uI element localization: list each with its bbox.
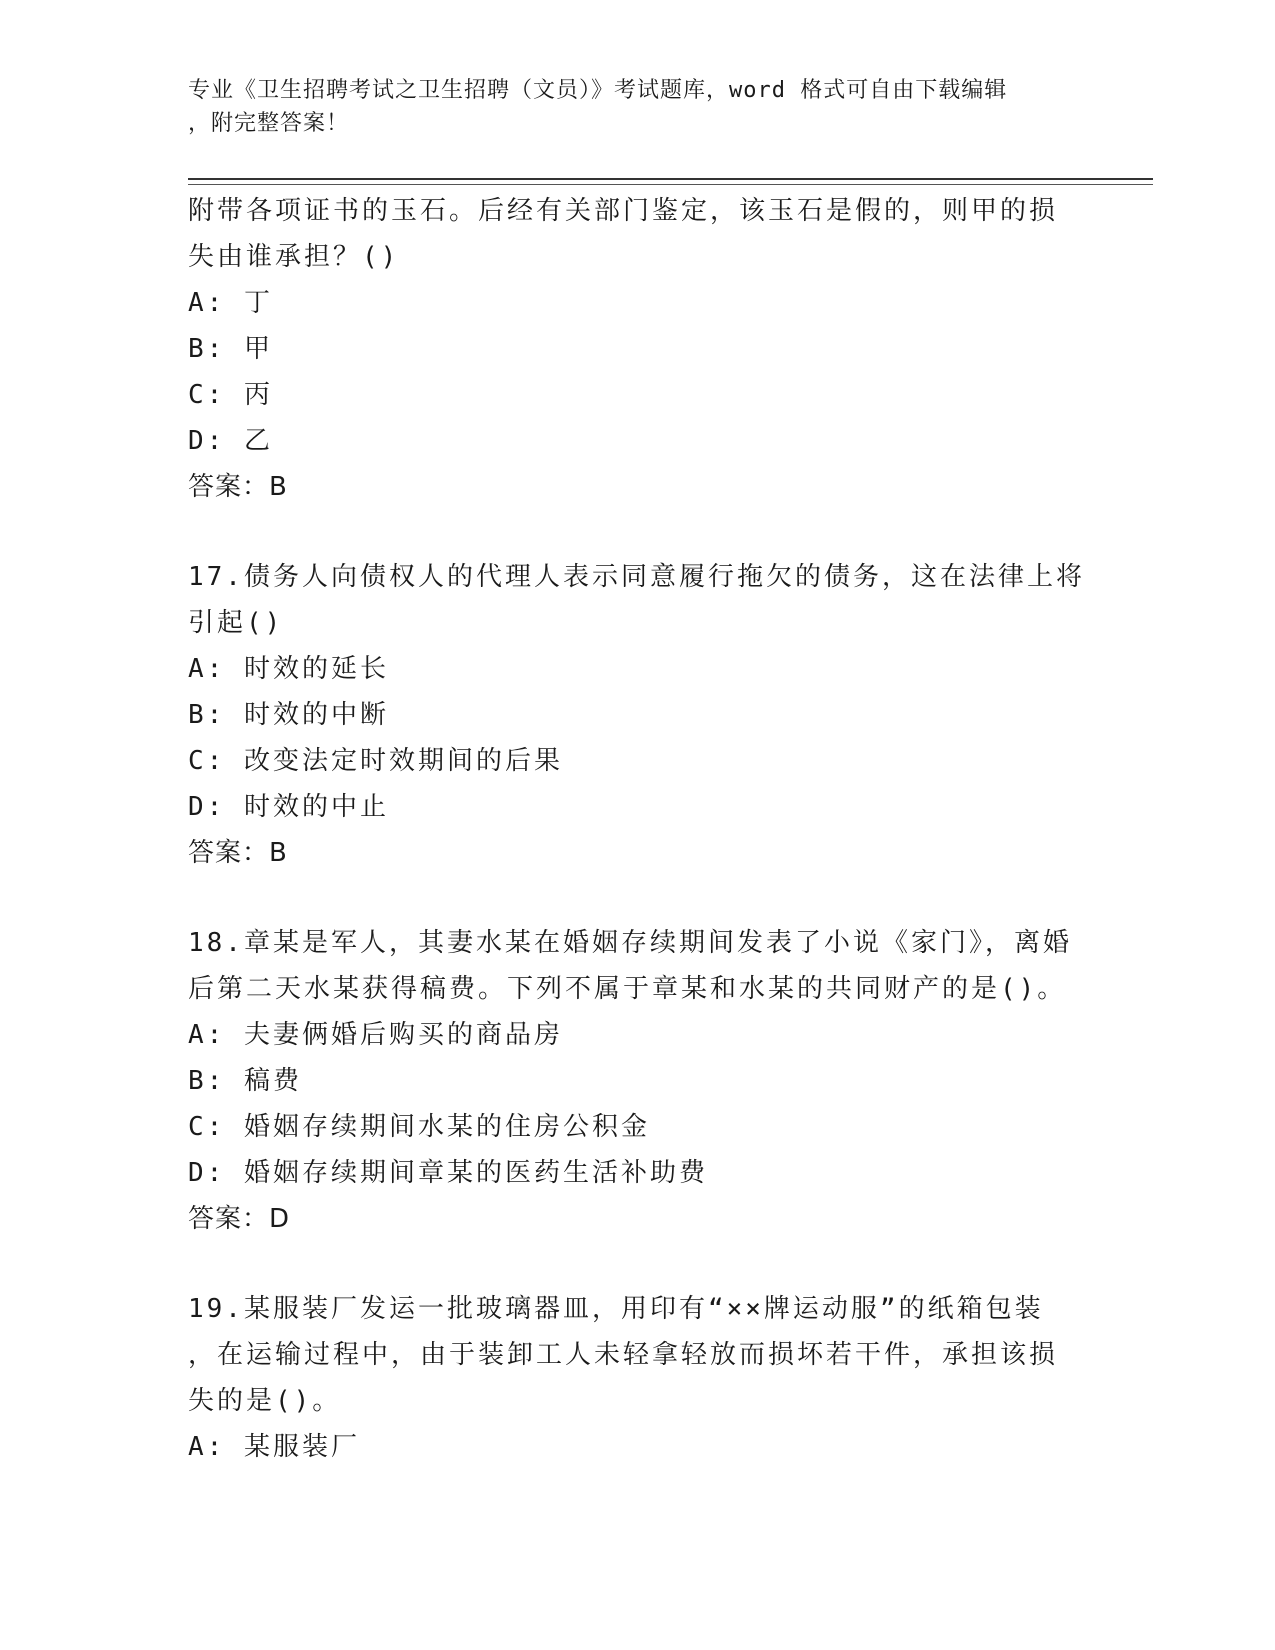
question-18 (188, 920, 1088, 1242)
option-c: C: 丙 (188, 380, 273, 410)
question-text-line: ，在运输过程中，由于装卸工人未轻拿轻放而损坏若干件，承担该损 (188, 1340, 1059, 1370)
question-text-line: 失的是()。 (188, 1386, 342, 1416)
answer-label: 答案：B (188, 838, 288, 868)
option-a: A: 夫妻俩婚后购买的商品房 (188, 1020, 563, 1050)
option-c: C: 婚姻存续期间水某的住房公积金 (188, 1112, 650, 1142)
question-17 (188, 554, 1088, 876)
question-text-line: 附带各项证书的玉石。后经有关部门鉴定，该玉石是假的，则甲的损 (188, 196, 1059, 226)
question-19 (188, 1286, 1088, 1470)
question-text-line: 19.某服装厂发运一批玻璃器皿，用印有“××牌运动服”的纸箱包装 (188, 1294, 1044, 1324)
document-header (188, 74, 1088, 140)
option-b: B: 甲 (188, 334, 273, 364)
question-text-line: 17.债务人向债权人的代理人表示同意履行拖欠的债务，这在法律上将 (188, 562, 1085, 592)
option-a: A: 某服装厂 (188, 1432, 360, 1462)
option-d: D: 时效的中止 (188, 792, 389, 822)
question-text-line: 后第二天水某获得稿费。下列不属于章某和水某的共同财产的是()。 (188, 974, 1067, 1004)
option-c: C: 改变法定时效期间的后果 (188, 746, 563, 776)
question-16 (188, 188, 1088, 510)
header-divider-thick (188, 178, 1153, 180)
option-a: A: 时效的延长 (188, 654, 389, 684)
option-d: D: 乙 (188, 426, 273, 456)
question-list (188, 188, 1088, 1470)
option-d: D: 婚姻存续期间章某的医药生活补助费 (188, 1158, 708, 1188)
option-b: B: 时效的中断 (188, 700, 389, 730)
header-divider-thin (188, 184, 1153, 185)
answer-label: 答案：D (188, 1204, 291, 1234)
header-line-1: 专业《卫生招聘考试之卫生招聘（文员）》考试题库，word 格式可自由下载编辑 (188, 78, 1008, 103)
question-text-line: 引起() (188, 608, 284, 638)
question-text-line: 失由谁承担？() (188, 242, 400, 272)
option-b: B: 稿费 (188, 1066, 302, 1096)
option-a: A: 丁 (188, 288, 273, 318)
answer-label: 答案：B (188, 472, 288, 502)
question-text-line: 18.章某是军人，其妻水某在婚姻存续期间发表了小说《家门》，离婚 (188, 928, 1072, 958)
header-line-2: ，附完整答案！ (188, 111, 350, 136)
